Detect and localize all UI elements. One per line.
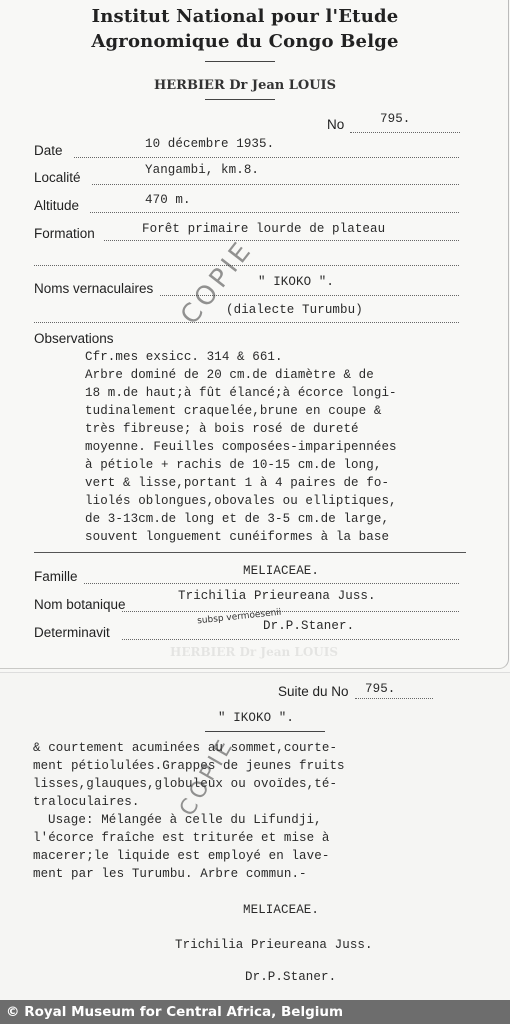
continuation-line: lisses,glauques,globuleux ou ovoïdes,té- (33, 777, 338, 791)
continuation-line: & courtement acuminées au sommet,courte- (33, 741, 338, 755)
localite-dotted-line (92, 184, 459, 185)
nom-botanique-value: Trichilia Prieureana Juss. (178, 589, 376, 603)
famille-label: Famille (34, 569, 78, 584)
formation-value: Forêt primaire lourde de plateau (142, 222, 386, 236)
number-label: No (327, 117, 345, 132)
determinavit-value-2: Dr.P.Staner. (245, 970, 337, 984)
observation-line: vert & lisse,portant 1 à 4 paires de fo- (85, 476, 390, 490)
noms-vernaculaires-label: Noms vernaculaires (34, 281, 154, 296)
date-label: Date (34, 143, 63, 158)
vernacular-heading: " IKOKO ". (218, 711, 295, 725)
localite-value: Yangambi, km.8. (145, 163, 260, 177)
copie-stamp: COPIE (175, 234, 260, 331)
altitude-label: Altitude (34, 198, 80, 213)
suite-value: 795. (365, 682, 396, 696)
observations-label: Observations (34, 331, 114, 346)
continuation-line: Usage: Mélangée à celle du Lifundji, (48, 813, 322, 827)
herbier-heading: HERBIER Dr Jean LOUIS (153, 78, 337, 93)
number-value: 795. (380, 112, 411, 126)
altitude-dotted-line (90, 212, 459, 213)
bleed-through-text: HERBIER Dr Jean LOUIS (170, 645, 339, 659)
title-rule (205, 61, 275, 62)
section-divider (34, 552, 466, 553)
institute-title-line-2: Agronomique du Congo Belge (91, 31, 399, 52)
nom-botanique-dotted-line (122, 611, 459, 612)
observation-line: liolés oblongues,obovales ou elliptiques, (85, 494, 397, 508)
observation-line: 18 m.de haut;à fût élancé;à écorce longi- (85, 386, 397, 400)
observation-line: tudinalement craquelée,brune en coupe & (85, 404, 382, 418)
determinavit-label: Determinavit (34, 625, 110, 640)
observation-line: souvent longuement cunéiformes à la base (85, 530, 390, 544)
famille-dotted-line (84, 583, 459, 584)
number-dotted-line (350, 132, 460, 133)
continuation-line: ment par les Turumbu. Arbre commun.- (33, 867, 307, 881)
determinavit-value: Dr.P.Staner. (263, 619, 355, 633)
date-dotted-line (74, 157, 459, 158)
observation-line: Arbre dominé de 20 cm.de diamètre & de (85, 368, 374, 382)
dialect-value: (dialecte Turumbu) (226, 303, 363, 317)
observation-line: de 3-13cm.de long et de 3-5 cm.de large, (85, 512, 390, 526)
famille-value-2: MELIACEAE. (243, 903, 320, 917)
suite-label: Suite du No (278, 684, 349, 699)
nom-botanique-label: Nom botanique (34, 597, 126, 612)
formation-dotted-line (104, 240, 459, 241)
observation-line: Cfr.mes exsicc. 314 & 661. (85, 350, 283, 364)
noms-dotted-line-2 (34, 322, 459, 323)
continuation-line: traloculaires. (33, 795, 140, 809)
herbier-rule (205, 99, 275, 100)
date-value: 10 décembre 1935. (145, 137, 275, 151)
copie-stamp-2: COPIE (175, 733, 240, 821)
observation-line: moyenne. Feuilles composées-imparipennées (85, 440, 397, 454)
nom-botanique-value-2: Trichilia Prieureana Juss. (175, 938, 373, 952)
suite-dotted-line (355, 698, 433, 699)
altitude-value: 470 m. (145, 193, 191, 207)
continuation-line: l'écorce fraîche est triturée et mise à (33, 831, 330, 845)
vernacular-rule (205, 731, 325, 732)
continuation-card (0, 672, 510, 1001)
formation-label: Formation (34, 226, 95, 241)
continuation-line: macerer;le liquide est employé en lave- (33, 849, 330, 863)
famille-value: MELIACEAE. (243, 564, 320, 578)
noms-vernaculaires-value: " IKOKO ". (258, 275, 335, 289)
determinavit-dotted-line (122, 639, 459, 640)
handwritten-note: subsp vermoesenii (196, 607, 282, 627)
institute-title-line-1: Institut National pour l'Etude (91, 6, 399, 27)
observation-line: à pétiole + rachis de 10-15 cm.de long, (85, 458, 382, 472)
copyright-banner: © Royal Museum for Central Africa, Belgium (0, 1000, 510, 1024)
continuation-line: ment pétiolulées.Grappes de jeunes fruits (33, 759, 345, 773)
observation-line: très fibreuse; à bois rosé de dureté (85, 422, 359, 436)
localite-label: Localité (34, 170, 81, 185)
